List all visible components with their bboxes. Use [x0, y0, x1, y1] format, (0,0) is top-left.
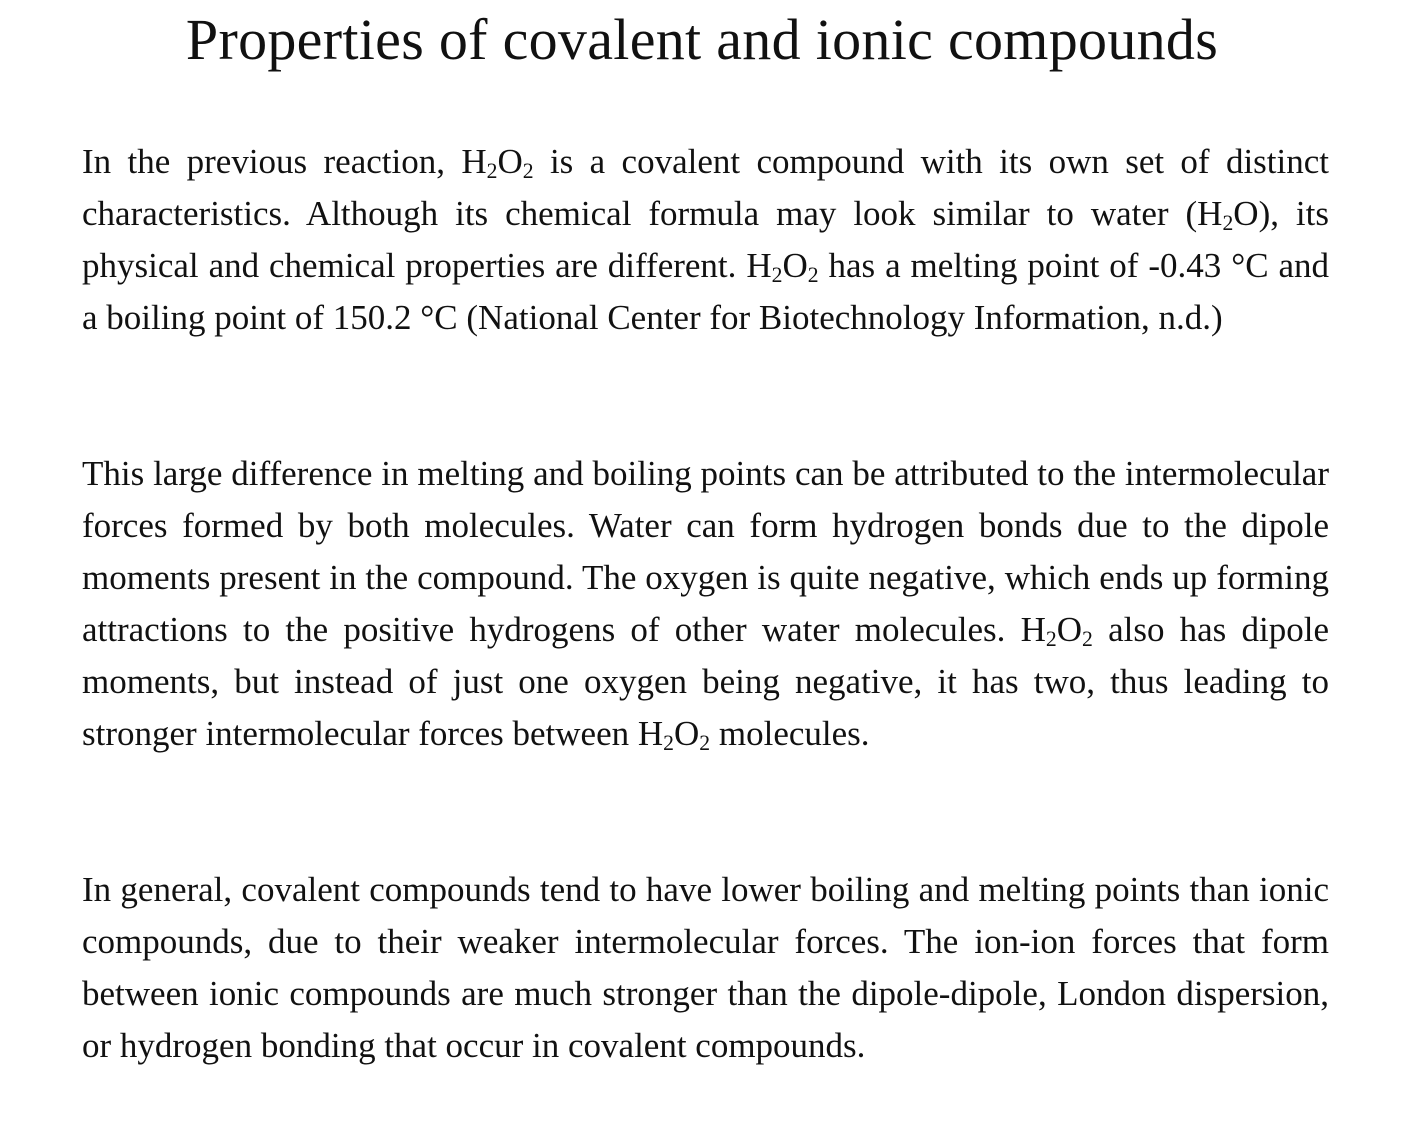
- formula-h2o2: $H_2O_2$: [1020, 610, 1093, 651]
- text-run: has a melting point of -0.43 °C and a boiling point of 150.2 °C (National Center for Biotechnology Information, n.d.): [82, 246, 1329, 337]
- text-run: molecules.: [710, 714, 870, 753]
- text-run: is a covalent compound with its own set of distinct characteristics. Although its chemical formula may look similar to water (: [82, 142, 1329, 233]
- text-run: ), its physical and chemical properties are different.: [82, 194, 1329, 285]
- formula-h2o: $H_2O$: [1197, 194, 1259, 235]
- paragraph-h2o2-properties: [82, 136, 1329, 344]
- text-run: also has dipole moments, but instead of just one oxygen being negative, it has two, thus leading to stronger intermolecular forces between: [82, 610, 1329, 753]
- paragraph-intermolecular-forces: [82, 448, 1329, 760]
- formula-h2o2: $H_2O_2$: [461, 142, 534, 183]
- text-run: This large difference in melting and boiling points can be attributed to the intermolecular forces formed by both molecules. Water can form hydrogen bonds due to the dipole moments present in the compound. The oxygen is quite negative, which ends up forming attractions to the positive hydrogens of other water molecules.: [82, 454, 1329, 649]
- text-run: In the previous reaction,: [82, 142, 462, 181]
- formula-h2o2: $H_2O_2$: [746, 246, 819, 287]
- formula-h2o2: $H_2O_2$: [637, 714, 711, 755]
- page-title: Properties of covalent and ionic compounds: [185, 7, 1219, 72]
- paragraph-covalent-vs-ionic: In general, covalent compounds tend to have lower boiling and melting points than ionic compounds, due to their weaker intermolecular forces. The ion-ion forces that form between ionic compounds are much stronger than the dipole-dipole, London dispersion, or hydrogen bonding that occur in covalent compounds.: [82, 870, 1329, 1065]
